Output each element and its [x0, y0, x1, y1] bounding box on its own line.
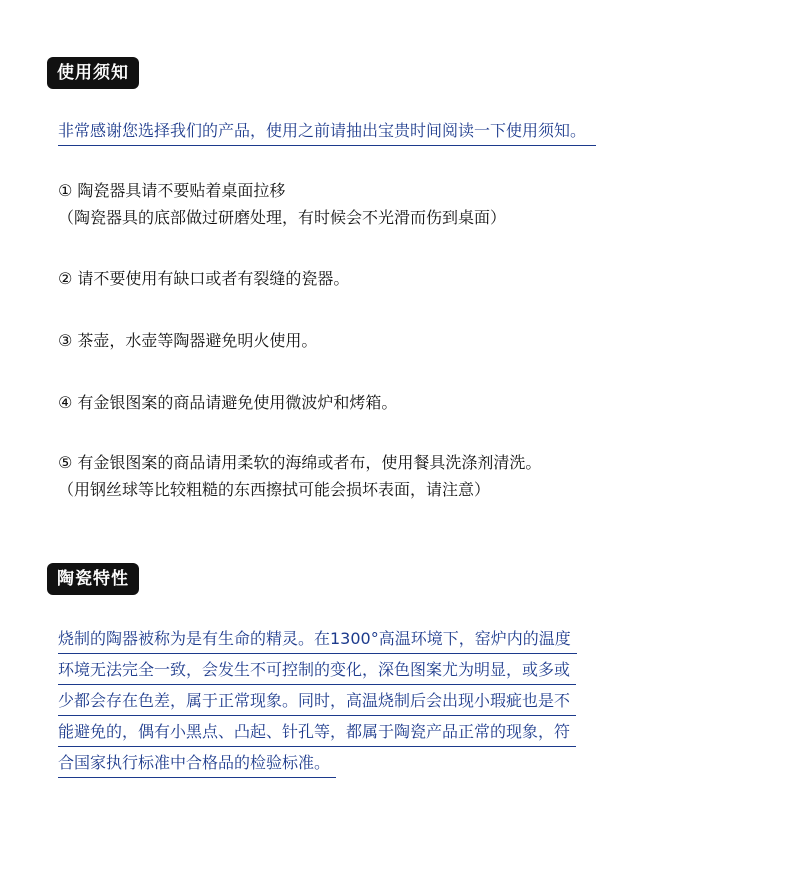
- usage-rule-1: [58, 177, 506, 231]
- paragraph-line: [58, 655, 748, 686]
- usage-rule-text: ③ 茶壶，水壶等陶器避免明火使用。: [58, 331, 318, 350]
- paragraph-line-text: 烧制的陶器被称为是有生命的精灵。在1300°高温环境下，窑炉内的温度: [58, 625, 577, 654]
- usage-rule-2: [58, 265, 349, 292]
- paragraph-line: [58, 748, 748, 779]
- usage-rule-note: （陶瓷器具的底部做过研磨处理，有时候会不光滑而伤到桌面）: [58, 208, 507, 227]
- paragraph-line: [58, 717, 748, 748]
- paragraph-line: [58, 624, 748, 655]
- usage-rule-3: [58, 327, 317, 354]
- paragraph-line-text: 能避免的，偶有小黑点、凸起、针孔等，都属于陶瓷产品正常的现象，符: [58, 718, 576, 747]
- ceramic-properties-paragraph: [58, 624, 748, 779]
- usage-rule-text: ② 请不要使用有缺口或者有裂缝的瓷器。: [58, 269, 350, 288]
- usage-rule-text: ① 陶瓷器具请不要贴着桌面拉移: [58, 181, 286, 200]
- usage-rule-note: （用钢丝球等比较粗糙的东西擦拭可能会损坏表面，请注意）: [58, 480, 491, 499]
- paragraph-line-text: 合国家执行标准中合格品的检验标准。: [58, 749, 336, 778]
- paragraph-line-text: 环境无法完全一致，会发生不可控制的变化，深色图案尤为明显，或多或: [58, 656, 576, 685]
- usage-intro-text: 非常感谢您选择我们的产品，使用之前请抽出宝贵时间阅读一下使用须知。: [58, 117, 596, 146]
- usage-rule-4: [58, 389, 397, 416]
- section-heading-usage-notice: 使用须知: [47, 57, 139, 89]
- usage-rule-text: ⑤ 有金银图案的商品请用柔软的海绵或者布，使用餐具洗涤剂清洗。: [58, 453, 542, 472]
- paragraph-line-text: 少都会存在色差，属于正常现象。同时，高温烧制后会出现小瑕疵也是不: [58, 687, 576, 716]
- section-heading-ceramic-properties: 陶瓷特性: [47, 563, 139, 595]
- usage-rule-text: ④ 有金银图案的商品请避免使用微波炉和烤箱。: [58, 393, 398, 412]
- paragraph-line: [58, 686, 748, 717]
- usage-rule-5: [58, 449, 541, 503]
